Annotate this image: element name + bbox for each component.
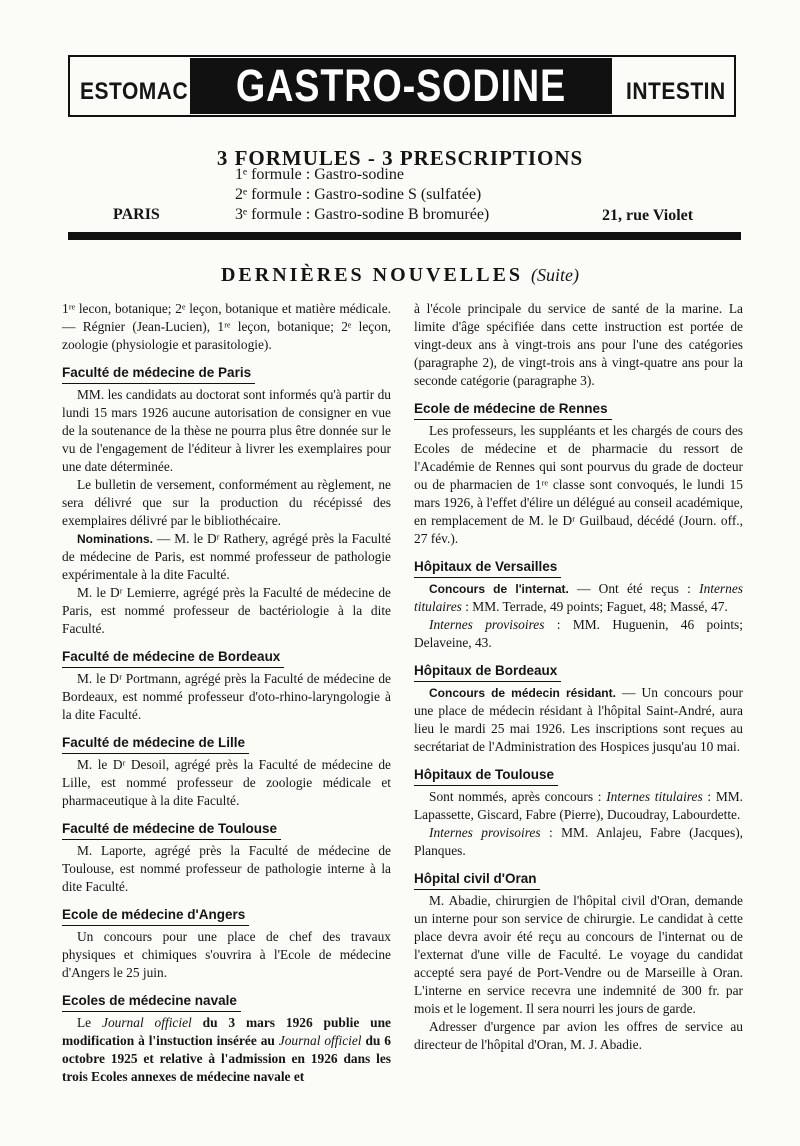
text-run: — Ont été reçus :	[568, 581, 700, 596]
journal-title: Journal officiel	[278, 1033, 362, 1048]
italic-label: Internes titulaires	[414, 581, 743, 614]
ad-brand-title: GASTRO-SODINE	[235, 60, 567, 111]
paragraph-navale	[62, 1014, 391, 1086]
section-title-navale: Ecoles de médecine navale	[62, 992, 241, 1012]
nominations-label: Nominations.	[77, 532, 154, 546]
ad-right-label: INTESTIN	[626, 78, 726, 105]
section-title-angers: Ecole de médecine d'Angers	[62, 906, 249, 926]
ad-formule-2: 2ᵉ formule : Gastro-sodine S (sulfatée)	[235, 186, 482, 203]
page-headline	[0, 264, 800, 287]
section-title-toulouse: Faculté de médecine de Toulouse	[62, 820, 281, 840]
ad-city: PARIS	[113, 206, 160, 223]
italic-label: Internes titulaires	[606, 789, 703, 804]
paragraph: M. Abadie, chirurgien de l'hôpital civil d'Oran, demande un interne pour son service de chirurgie. Le candidat à cette place devra avoir été reçu au concours de l'internat ou de l'externat d'une ville de Faculté. Le voyage du candidat accepté sera payé de Port-Vendre ou de Marseille à Oran. L'interne en service recevra une indemnité de 300 fr. par mois et le logement. Il sera nourri les jours de garde.	[414, 893, 743, 1016]
paragraph: Un concours pour une place de chef des travaux physiques et chimiques s'ouvrira à l'Ecole de médecine d'Angers le 25 juin.	[62, 929, 391, 980]
text-run: du 3 mars 1926 publie une modification à l'instuction insérée au	[62, 1015, 391, 1048]
left-column	[62, 300, 391, 1086]
journal-title: Journal officiel	[102, 1015, 192, 1030]
italic-label: Internes provisoires	[429, 617, 545, 632]
headline-suite: (Suite)	[531, 265, 580, 285]
section-title-oran: Hôpital civil d'Oran	[414, 870, 540, 890]
horizontal-rule	[68, 232, 741, 240]
paragraph: M. le Dʳ Lemierre, agrégé près la Faculté de médecine de Paris, est nommé professeur de bactériologie à la dite Faculté.	[62, 585, 391, 636]
ad-subtitle: 3 FORMULES - 3 PRESCRIPTIONS	[216, 146, 584, 170]
text-run: — Un concours pour une place de médecin résidant à l'hôpital Saint-André, aura lieu le mardi 25 mai 1926. Les inscriptions sont reçues au secrétariat de l'Administration des Hospices jusqu'au 10 mai.	[414, 685, 743, 754]
concours-label: Concours de l'internat.	[429, 582, 569, 596]
concours-label: Concours de médecin résidant.	[429, 686, 616, 700]
ad-formule-1: 1ᵉ formule : Gastro-sodine	[235, 166, 404, 183]
section-title-bordeaux: Faculté de médecine de Bordeaux	[62, 648, 284, 668]
text-run: Sont nommés, après concours :	[429, 789, 607, 804]
paragraph	[414, 824, 743, 860]
text-run: : MM. Huguenin, 46 points; Delaveine, 43.	[414, 617, 743, 650]
section-title-lille: Faculté de médecine de Lille	[62, 734, 249, 754]
section-title-hopitaux-bordeaux: Hôpitaux de Bordeaux	[414, 662, 561, 682]
paragraph: M. Laporte, agrégé près la Faculté de médecine de Toulouse, est nommé professeur de pathologie interne à la dite Faculté.	[62, 843, 391, 894]
intro-paragraph: 1ʳᵉ lecon, botanique; 2ᵉ leçon, botanique et matière médicale. — Régnier (Jean-Lucien), 1ʳᵉ leçon, botanique; 2ᵉ leçon, zoologie (physiologie et parasitologie).	[62, 301, 391, 352]
section-title-hopitaux-toulouse: Hôpitaux de Toulouse	[414, 766, 558, 786]
paragraph: Les professeurs, les suppléants et les chargés de cours des Ecoles de médecine et de pharmacie du ressort de l'Académie de Rennes qui sont pourvus du grade de docteur ou de pharmacien de 1ʳᵉ classe sont convoqués, le lundi 15 mars 1926, à l'effet d'élire un délégué au conseil académique, en remplacement de M. le Dʳ Guilbaud, décédé (Journ. off., 27 fév.).	[414, 423, 743, 546]
ad-address: 21, rue Violet	[602, 207, 694, 224]
text-run: du 6 octobre 1925 et relative à l'admission en 1926 dans les trois Ecoles annexes de médecine navale et	[62, 1033, 391, 1084]
section-title-rennes: Ecole de médecine de Rennes	[414, 400, 612, 420]
ad-formule-3: 3ᵉ formule : Gastro-sodine B bromurée)	[235, 206, 490, 223]
right-column	[414, 300, 743, 1054]
paragraph: Le bulletin de versement, conformément au règlement, ne sera délivré que sur la production du récépissé des exemplaires délivré par le bibliothécaire.	[62, 477, 391, 528]
ad-left-label: ESTOMAC	[80, 78, 189, 105]
section-title-versailles: Hôpitaux de Versailles	[414, 558, 561, 578]
paragraph	[414, 580, 743, 616]
italic-label: Internes provisoires	[429, 825, 541, 840]
paragraph	[414, 684, 743, 756]
section-title-paris: Faculté de médecine de Paris	[62, 364, 255, 384]
paragraph	[414, 616, 743, 652]
continuation-paragraph: à l'école principale du service de santé de la marine. La limite d'âge spécifiée dans cette instruction est portée de vingt-deux ans à vingt-trois ans pour l'une des catégories (paragraphe 2), de vingt-trois ans à vingt-quatre ans pour la seconde catégorie (paragraphe 3).	[414, 301, 743, 388]
text-run: Le	[77, 1015, 103, 1030]
paragraph-nominations	[62, 530, 391, 584]
text-run: : MM. Terrade, 49 points; Faguet, 48; Massé, 47.	[461, 599, 728, 614]
paragraph: M. le Dʳ Desoil, agrégé près la Faculté de médecine de Lille, est nommé professeur de zoologie médicale et pharmaceutique à la dite Faculté.	[62, 757, 391, 808]
paragraph	[414, 788, 743, 824]
text-run: : MM. Lapassette, Giscard, Fabre (Pierre), Ducoudray, Labourdette.	[414, 789, 743, 822]
text-run: : MM. Anlajeu, Fabre (Jacques), Planques.	[414, 825, 743, 858]
paragraph: Adresser d'urgence par avion les offres de service au directeur de l'hôpital d'Oran, M. J. Abadie.	[414, 1019, 743, 1052]
nominations-text: — M. le Dʳ Rathery, agrégé près la Faculté de médecine de Paris, est nommé professeur de pathologie expérimentale à la dite Faculté.	[62, 531, 391, 582]
paragraph: M. le Dʳ Portmann, agrégé près la Faculté de médecine de Bordeaux, est nommé professeur d'oto-rhino-laryngologie à la dite Faculté.	[62, 671, 391, 722]
headline-main: DERNIÈRES NOUVELLES	[220, 264, 524, 286]
paragraph: MM. les candidats au doctorat sont informés qu'à partir du lundi 15 mars 1926 aucune autorisation de consigner en vue de la soutenance de la thèse ne pourra plus être donnée sur le vu de l'engagement de l'éditeur à livrer les exemplaires pour une date déterminée.	[62, 387, 391, 474]
